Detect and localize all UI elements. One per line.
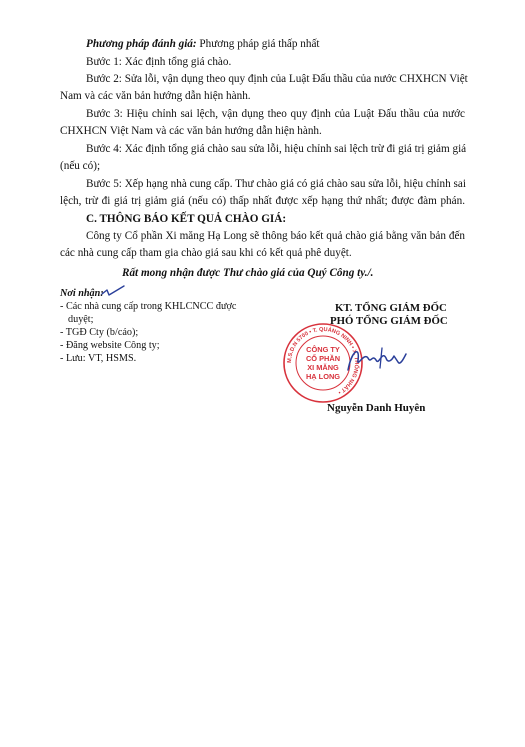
handwritten-signature (342, 340, 412, 380)
recipient-item: - Các nhà cung cấp trong KHLCNCC được (60, 301, 237, 312)
handwritten-tick-icon (100, 284, 126, 298)
step-1: Bước 1: Xác định tổng giá chào. (86, 56, 232, 68)
step-2-line-2: Nam và các văn bản hướng dẫn hiện hành. (60, 90, 251, 102)
signature-title-line-2: PHÓ TỔNG GIÁM ĐỐC (330, 315, 448, 327)
recipients-label: Nơi nhận: (60, 288, 104, 299)
signer-name: Nguyễn Danh Huyên (327, 402, 426, 414)
step-5-line-1: Bước 5: Xếp hạng nhà cung cấp. Thư chào giá có giá chào sau sửa lỗi, hiệu chỉnh sai (86, 178, 466, 190)
step-3-line-2: CHXHCN Việt Nam và các văn bản hướng dẫn hiện hành. (60, 125, 322, 137)
recipient-item: - Lưu: VT, HSMS. (60, 353, 137, 364)
seal-text-line: CÔNG TY (306, 345, 340, 354)
section-c-para-line-1: Công ty Cổ phần Xi măng Hạ Long sẽ thông báo kết quả chào giá bằng văn bản đến (86, 230, 465, 242)
step-3-line-1: Bước 3: Hiệu chỉnh sai lệch, vận dụng theo quy định của Luật Đấu thầu của nước (86, 108, 465, 120)
recipient-item: duyệt; (68, 314, 94, 325)
evaluation-method-value: Phương pháp giá thấp nhất (196, 38, 320, 50)
signature-title-line-1: KT. TỔNG GIÁM ĐỐC (335, 302, 447, 314)
seal-ring-text: M.S.D.N 5700 • T. QUẢNG NINH • X. THỐNG NHẤT • (286, 326, 360, 395)
step-2-line-1: Bước 2: Sửa lỗi, vận dụng theo quy định của Luật Đấu thầu của nước CHXHCN Việt (86, 73, 468, 85)
recipient-item: - Đăng website Công ty; (60, 340, 160, 351)
evaluation-method-label: Phương pháp đánh giá: (86, 38, 197, 50)
seal-text-line: XI MĂNG (307, 363, 339, 372)
closing-line: Rất mong nhận được Thư chào giá của Quý Công ty./. (122, 267, 374, 279)
step-4-line-2: (nếu có); (60, 160, 101, 172)
evaluation-method-line (86, 37, 320, 52)
step-5-line-2: lệch, trừ đi giá trị giảm giá (nếu có) thấp nhất được xếp hạng thứ nhất; được đàm phán. (60, 195, 465, 207)
section-c-heading: C. THÔNG BÁO KẾT QUẢ CHÀO GIÁ: (86, 213, 287, 225)
step-4-line-1: Bước 4: Xác định tổng giá chào sau sửa lỗi, hiệu chỉnh sai lệch trừ đi giá trị giảm giá (86, 143, 467, 155)
recipient-item: - TGĐ Cty (b/cáo); (60, 327, 139, 338)
section-c-para-line-2: các nhà cung cấp tham gia chào giá sau khi có kết quả phê duyệt. (60, 247, 352, 259)
seal-text-line: HẠ LONG (305, 372, 341, 381)
seal-text-line: CỔ PHẦN (305, 354, 341, 363)
